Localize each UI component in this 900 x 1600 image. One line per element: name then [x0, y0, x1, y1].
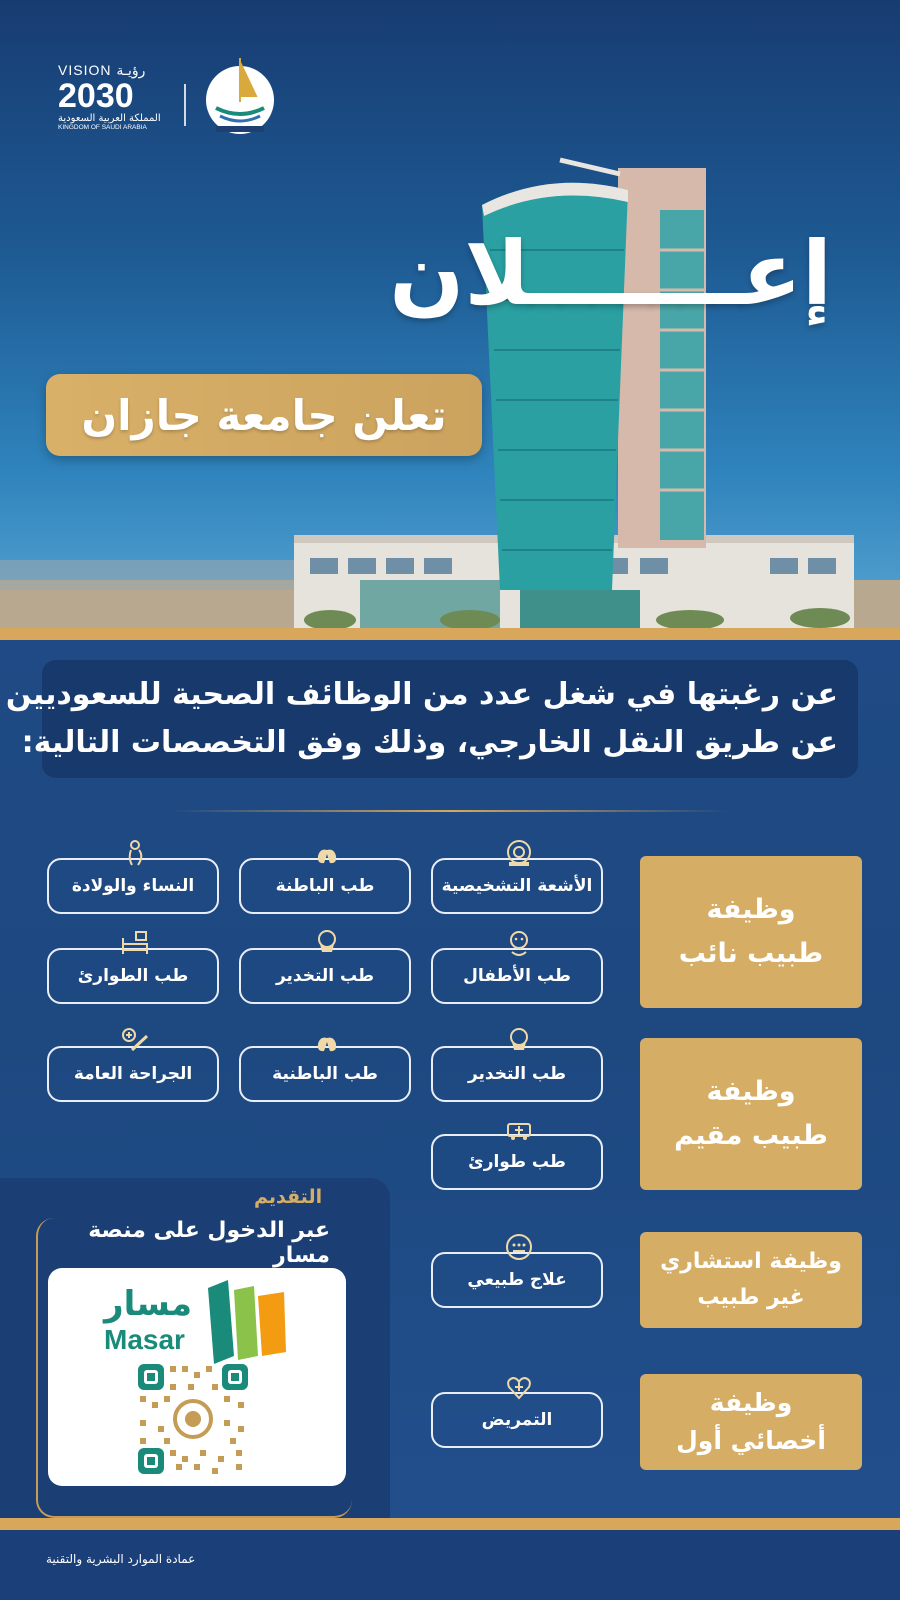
lungs-icon: [310, 1024, 344, 1058]
specialty-emergency-resident: طب طوارئ: [431, 1134, 603, 1190]
anesthesia-mask-icon: [310, 926, 344, 960]
announcement-headline: إعـــــــلان: [389, 222, 832, 325]
nursing-heart-icon: [502, 1370, 536, 1404]
gold-divider-middle: [170, 810, 730, 812]
specialty-internal-medicine-resident: طب الباطنية: [239, 1046, 411, 1102]
specialty-nursing: التمريض: [431, 1392, 603, 1448]
lungs-icon: [310, 836, 344, 870]
radiology-icon: [502, 836, 536, 870]
specialty-physical-therapy: علاج طبيعي: [431, 1252, 603, 1308]
masar-logo-icon: [206, 1280, 288, 1364]
header-logos: [58, 50, 288, 140]
specialty-obstetrics-gynecology: النساء والولادة: [47, 858, 219, 914]
masar-card[interactable]: [48, 1268, 346, 1486]
logo-separator: [184, 84, 186, 126]
footer-text: عمادة الموارد البشرية والتقنية: [46, 1552, 196, 1566]
hero-section: [0, 0, 900, 632]
anesthesia-mask-icon: [502, 1024, 536, 1058]
specialty-general-surgery: الجراحة العامة: [47, 1046, 219, 1102]
pregnancy-icon: [118, 836, 152, 870]
specialty-anesthesia-resident: طب التخدير: [431, 1046, 603, 1102]
apply-title: التقديم: [254, 1186, 323, 1208]
hospital-bed-icon: [118, 926, 152, 960]
masar-logo-text-ar: مسار: [104, 1284, 192, 1324]
category-consultant-non-physician: وظيفة استشاري غير طبيب: [640, 1232, 862, 1328]
surgery-icon: [118, 1024, 152, 1058]
category-deputy-physician: وظيفة طبيب نائب: [640, 856, 862, 1008]
content-section: [0, 640, 900, 1520]
masar-logo-text-en: Masar: [104, 1324, 185, 1355]
baby-icon: [502, 926, 536, 960]
footer: [0, 1530, 900, 1600]
specialty-emergency-medicine: طب الطوارئ: [47, 948, 219, 1004]
category-senior-specialist: وظيفة أخصائي أول: [640, 1374, 862, 1470]
subheadline-text: تعلن جامعة جازان: [81, 390, 447, 440]
apply-subtitle: عبر الدخول على منصة مسار: [88, 1218, 330, 1268]
intro-line-1: عن رغبتها في شغل عدد من الوظائف الصحية للسعوديين: [5, 677, 838, 712]
specialty-pediatrics: طب الأطفال: [431, 948, 603, 1004]
announcement-subheadline-banner: [46, 374, 482, 456]
intro-text-box: [5, 660, 858, 778]
jazan-university-logo: [202, 52, 278, 136]
intro-line-2: عن طريق النقل الخارجي، وذلك وفق التخصصات التالية:: [21, 725, 838, 760]
vision-2030-logo: VISION رؤيـة 2030 المملكة العربية السعودية KINGDOM OF SAUDI ARABIA: [58, 62, 161, 131]
category-resident-physician: وظيفة طبيب مقيم: [640, 1038, 862, 1190]
specialty-diagnostic-radiology: الأشعة التشخيصية: [431, 858, 603, 914]
ambulance-icon: [502, 1112, 536, 1146]
physical-therapy-icon: [502, 1230, 536, 1264]
specialty-internal-medicine: طب الباطنة: [239, 858, 411, 914]
specialty-anesthesia: طب التخدير: [239, 948, 411, 1004]
gold-divider-bottom: [0, 1518, 900, 1530]
apply-section: [0, 1178, 390, 1528]
gold-divider-top: [0, 628, 900, 640]
qr-code-icon[interactable]: [138, 1364, 248, 1474]
